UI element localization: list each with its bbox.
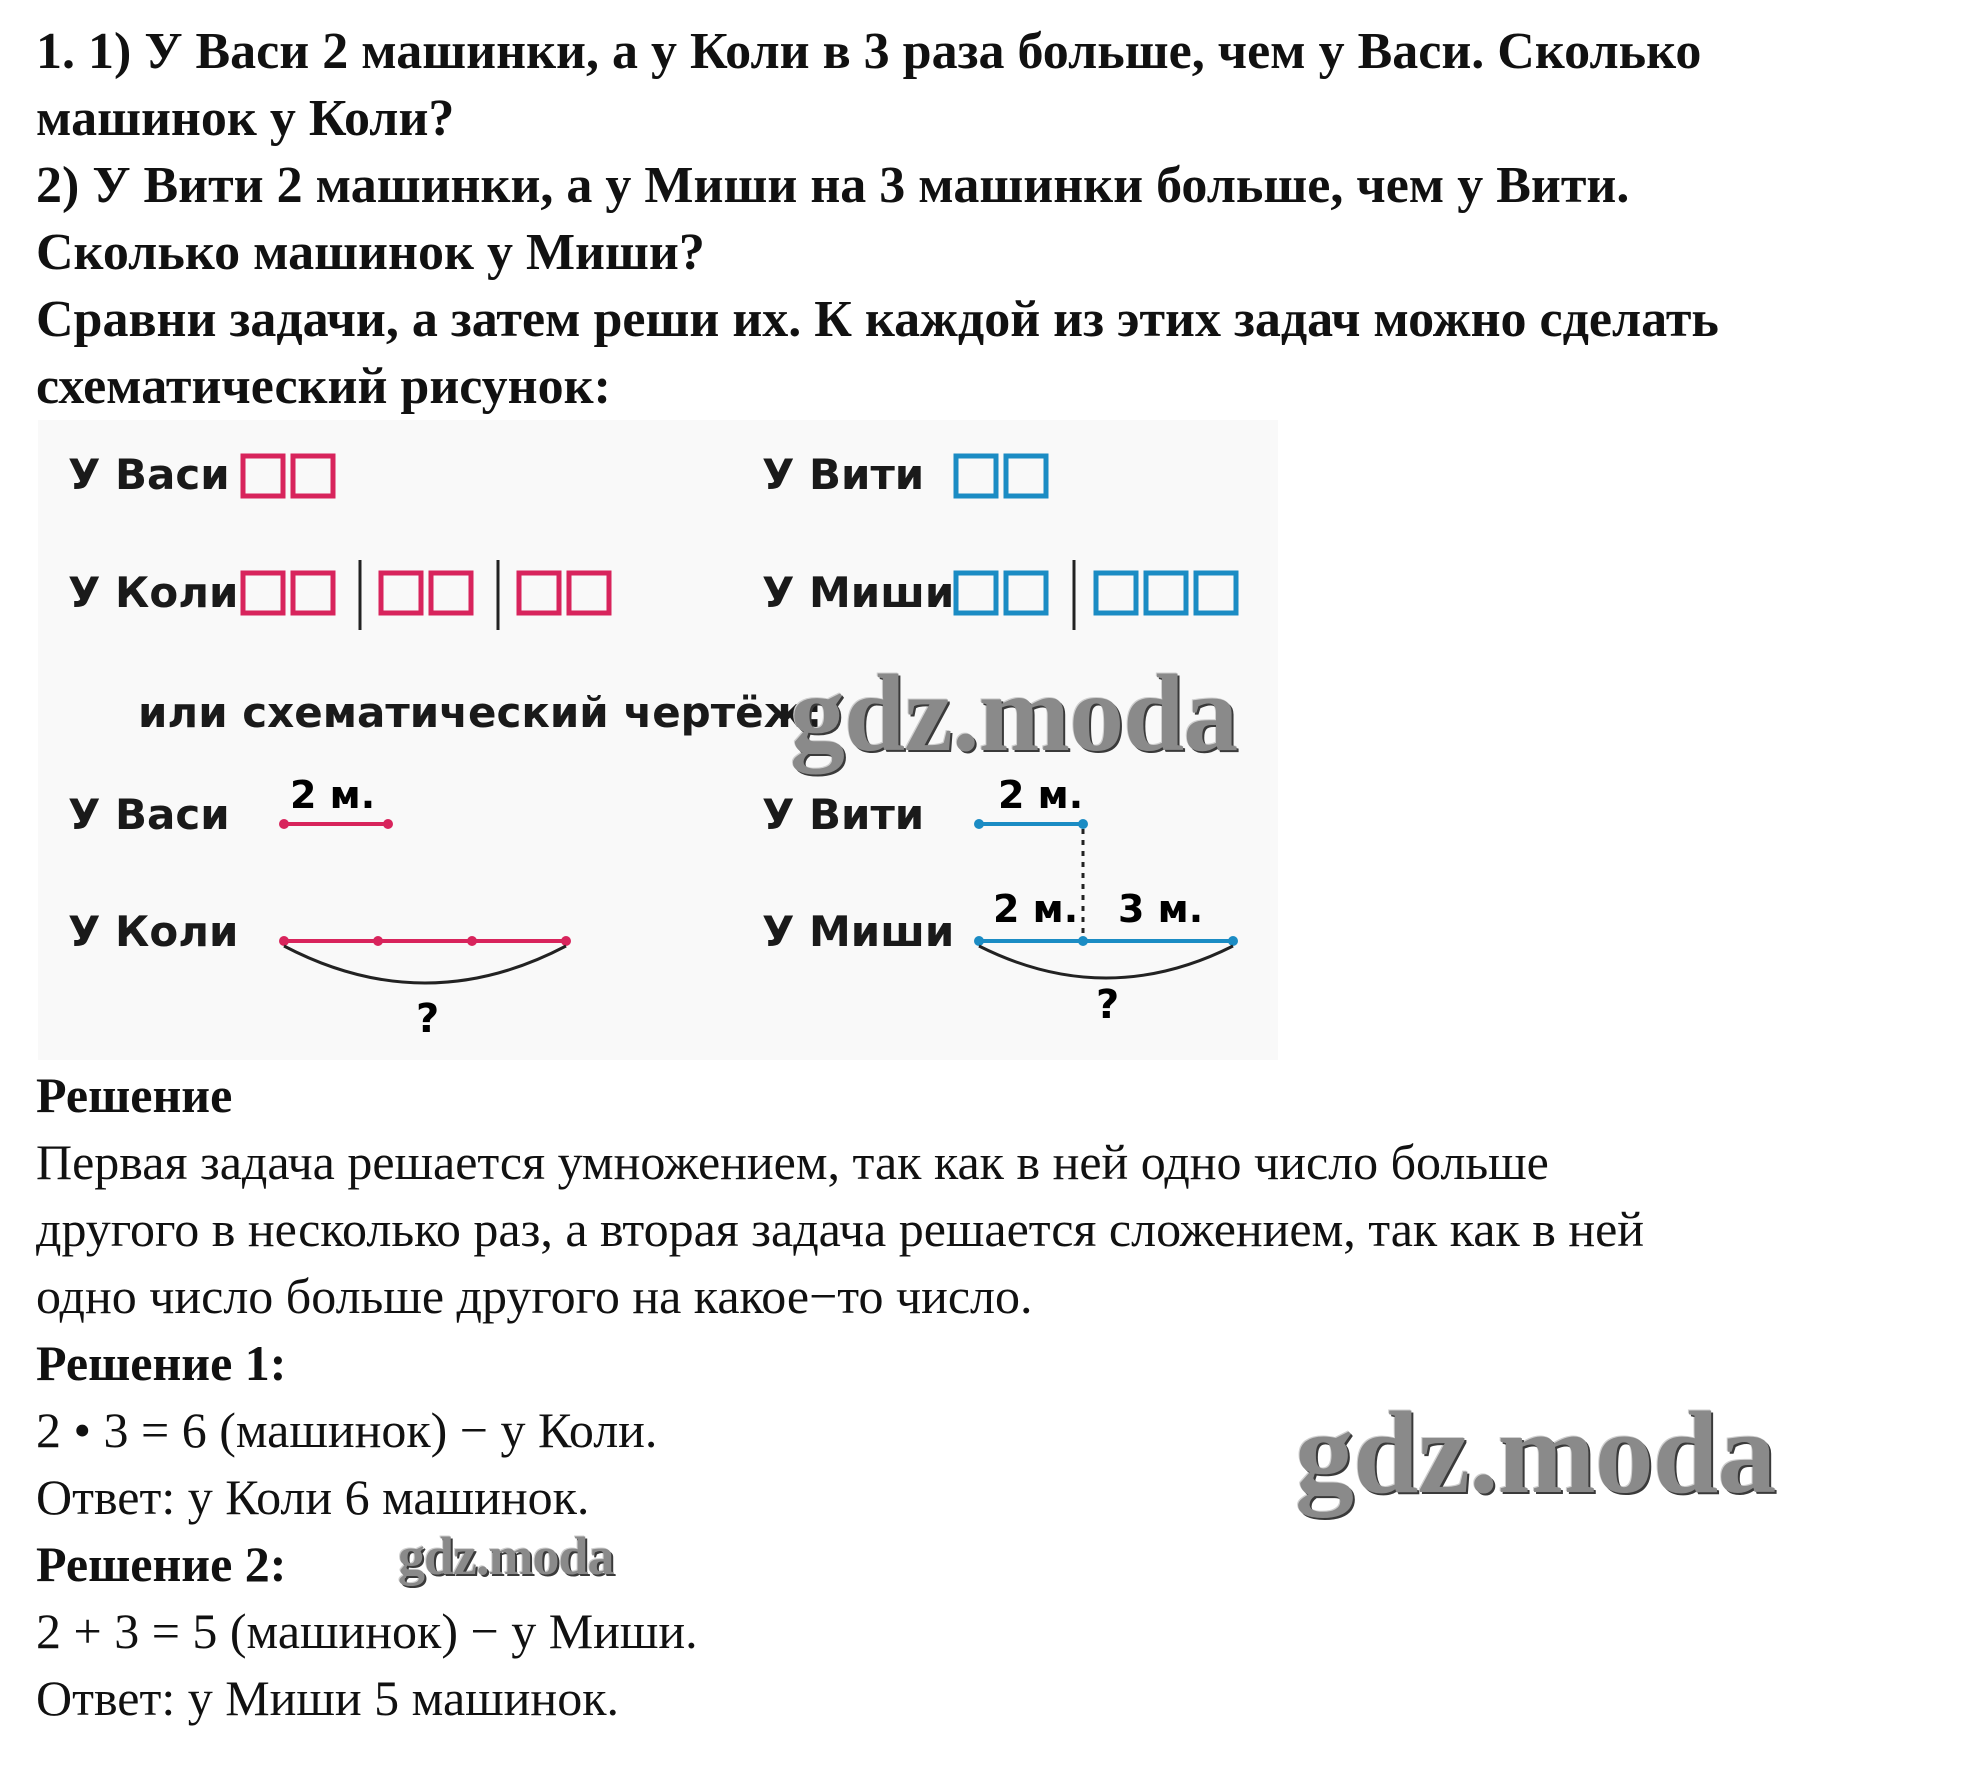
- point: [373, 936, 383, 946]
- point: [279, 819, 289, 829]
- label-vitya: У Вити: [762, 450, 925, 499]
- problem-line: 1. 1) У Васи 2 машинки, а у Коли в 3 раза больше, чем у Васи. Сколько: [36, 23, 1702, 80]
- solution-text-line: одно число больше другого на какое−то число.: [36, 1268, 1033, 1324]
- problem-line: 2) У Вити 2 машинки, а у Миши на 3 машинки больше, чем у Вити.: [36, 157, 1630, 214]
- square: [1096, 573, 1136, 613]
- watermark: gdz.moda: [398, 1526, 614, 1586]
- kolya-squares: [243, 573, 609, 613]
- watermark: gdz.moda: [1295, 1387, 1776, 1518]
- label-vasya-line: У Васи: [68, 790, 230, 839]
- point: [974, 936, 984, 946]
- square: [1006, 573, 1046, 613]
- mark-vasya: 2 м.: [290, 773, 376, 817]
- square: [519, 573, 559, 613]
- question-mark-kolya: ?: [416, 996, 440, 1042]
- point: [561, 936, 571, 946]
- square: [431, 573, 471, 613]
- square: [569, 573, 609, 613]
- misha-segment: [974, 887, 1238, 1028]
- label-kolya-line: У Коли: [68, 907, 239, 956]
- point: [1078, 819, 1088, 829]
- question-mark-misha: ?: [1096, 982, 1120, 1028]
- kolya-segment: [279, 936, 571, 1042]
- vasya-squares: [243, 456, 333, 496]
- brace-arc: [284, 946, 566, 983]
- label-misha: У Миши: [762, 568, 955, 617]
- square: [956, 456, 996, 496]
- label-misha-line: У Миши: [762, 907, 955, 956]
- point: [1228, 936, 1238, 946]
- label-vitya-line: У Вити: [762, 790, 925, 839]
- misha-squares: [956, 573, 1236, 613]
- vasya-segment: [279, 773, 393, 829]
- square: [1196, 573, 1236, 613]
- point: [279, 936, 289, 946]
- label-vasya: У Васи: [68, 450, 230, 499]
- solution-text-line: другого в несколько раз, а вторая задача решается сложением, так как в ней: [36, 1201, 1645, 1257]
- solution-1-heading: Решение 1:: [36, 1335, 287, 1391]
- label-kolya: У Коли: [68, 568, 239, 617]
- brace-arc: [979, 946, 1233, 978]
- square: [243, 573, 283, 613]
- solution-text-line: Первая задача решается умножением, так как в ней одно число больше: [36, 1134, 1549, 1190]
- square: [293, 573, 333, 613]
- square: [1006, 456, 1046, 496]
- or-schematic-drawing: или схематический чертёж:: [138, 688, 823, 737]
- vitya-squares: [956, 456, 1046, 496]
- mark-misha-2: 2 м.: [993, 887, 1079, 931]
- solution-2-answer: Ответ: у Миши 5 машинок.: [36, 1670, 619, 1726]
- problem-line: машинок у Коли?: [36, 90, 455, 147]
- solution-1-answer: Ответ: у Коли 6 машинок.: [36, 1469, 590, 1525]
- solution-2-equation: 2 + 3 = 5 (машинок) − у Миши.: [36, 1603, 698, 1659]
- problem-line: Сравни задачи, а затем реши их. К каждой из этих задач можно сделать: [36, 291, 1719, 348]
- solution-1-equation: 2 • 3 = 6 (машинок) − у Коли.: [36, 1402, 658, 1458]
- point: [1078, 936, 1088, 946]
- problem-line: Сколько машинок у Миши?: [36, 224, 705, 281]
- watermark: gdz.moda: [790, 652, 1238, 774]
- square: [381, 573, 421, 613]
- mark-misha-3: 3 м.: [1118, 887, 1204, 931]
- solution-2-heading: Решение 2:: [36, 1536, 287, 1592]
- solution-heading: Решение: [36, 1067, 233, 1123]
- square: [956, 573, 996, 613]
- square: [243, 456, 283, 496]
- point: [974, 819, 984, 829]
- point: [383, 819, 393, 829]
- problem-line: схематический рисунок:: [36, 358, 611, 415]
- mark-vitya: 2 м.: [998, 773, 1084, 817]
- square: [293, 456, 333, 496]
- square: [1146, 573, 1186, 613]
- point: [467, 936, 477, 946]
